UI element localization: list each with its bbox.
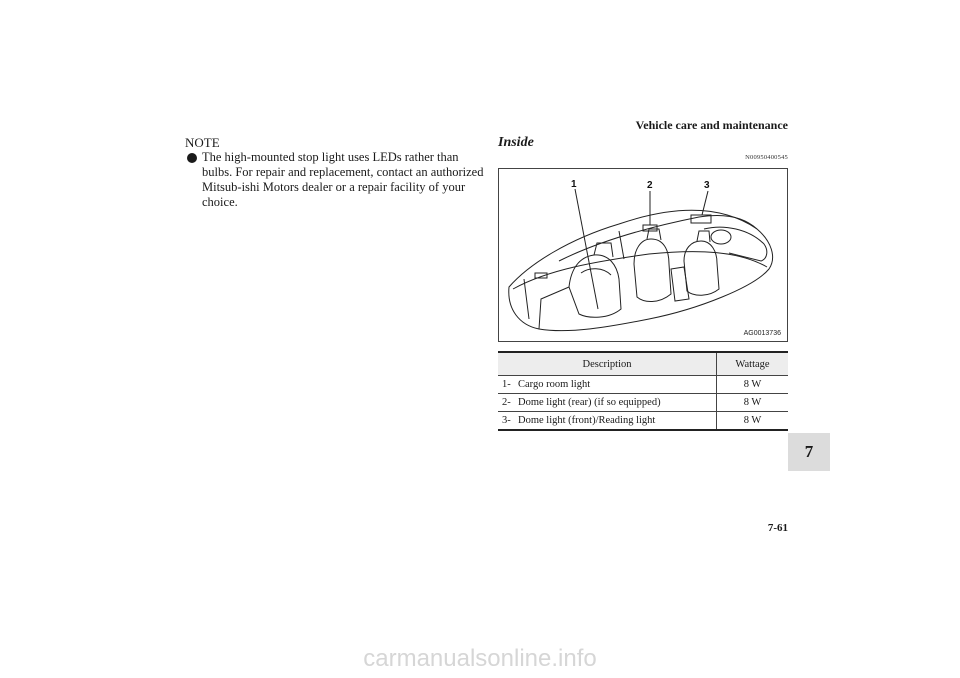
row-number: 1- [502, 379, 511, 390]
description-cell [498, 394, 717, 412]
table-row [498, 394, 788, 412]
bulb-specs-table [498, 351, 788, 431]
callout-3: 3 [704, 180, 710, 191]
wattage-cell: 8 W [717, 376, 789, 394]
row-number: 2- [502, 397, 511, 408]
figure-code: AG0013736 [743, 330, 781, 337]
section-title: Inside [498, 135, 534, 150]
table-header-row [498, 352, 788, 376]
bullet-icon [185, 150, 202, 210]
note-title: NOTE [185, 135, 220, 150]
column-header-description: Description [498, 352, 717, 376]
chapter-tab: 7 [788, 433, 830, 471]
wattage-cell: 8 W [717, 394, 789, 412]
chapter-header: Vehicle care and maintenance [635, 118, 788, 132]
note-block [185, 135, 485, 210]
table-row [498, 376, 788, 394]
description-cell [498, 376, 717, 394]
note-item [185, 150, 485, 210]
callout-2: 2 [647, 180, 653, 191]
callout-1: 1 [571, 179, 577, 190]
row-number: 3- [502, 415, 511, 426]
column-header-wattage: Wattage [717, 352, 789, 376]
wattage-cell: 8 W [717, 412, 789, 431]
page-number: 7-61 [767, 522, 788, 534]
row-description: Dome light (front)/Reading light [518, 415, 656, 426]
description-cell [498, 412, 717, 431]
section-code: N00950400545 [745, 154, 788, 161]
row-description: Cargo room light [518, 379, 591, 390]
interior-lights-figure [498, 168, 788, 342]
car-interior-illustration [499, 169, 787, 341]
watermark: carmanualsonline.info [363, 645, 597, 672]
row-description: Dome light (rear) (if so equipped) [518, 397, 661, 408]
note-text: The high-mounted stop light uses LEDs rather than bulbs. For repair and replacement, contact an authorized Mitsub-ishi Motors dealer or a repair facility of your choice. [202, 150, 484, 209]
table-row [498, 412, 788, 431]
